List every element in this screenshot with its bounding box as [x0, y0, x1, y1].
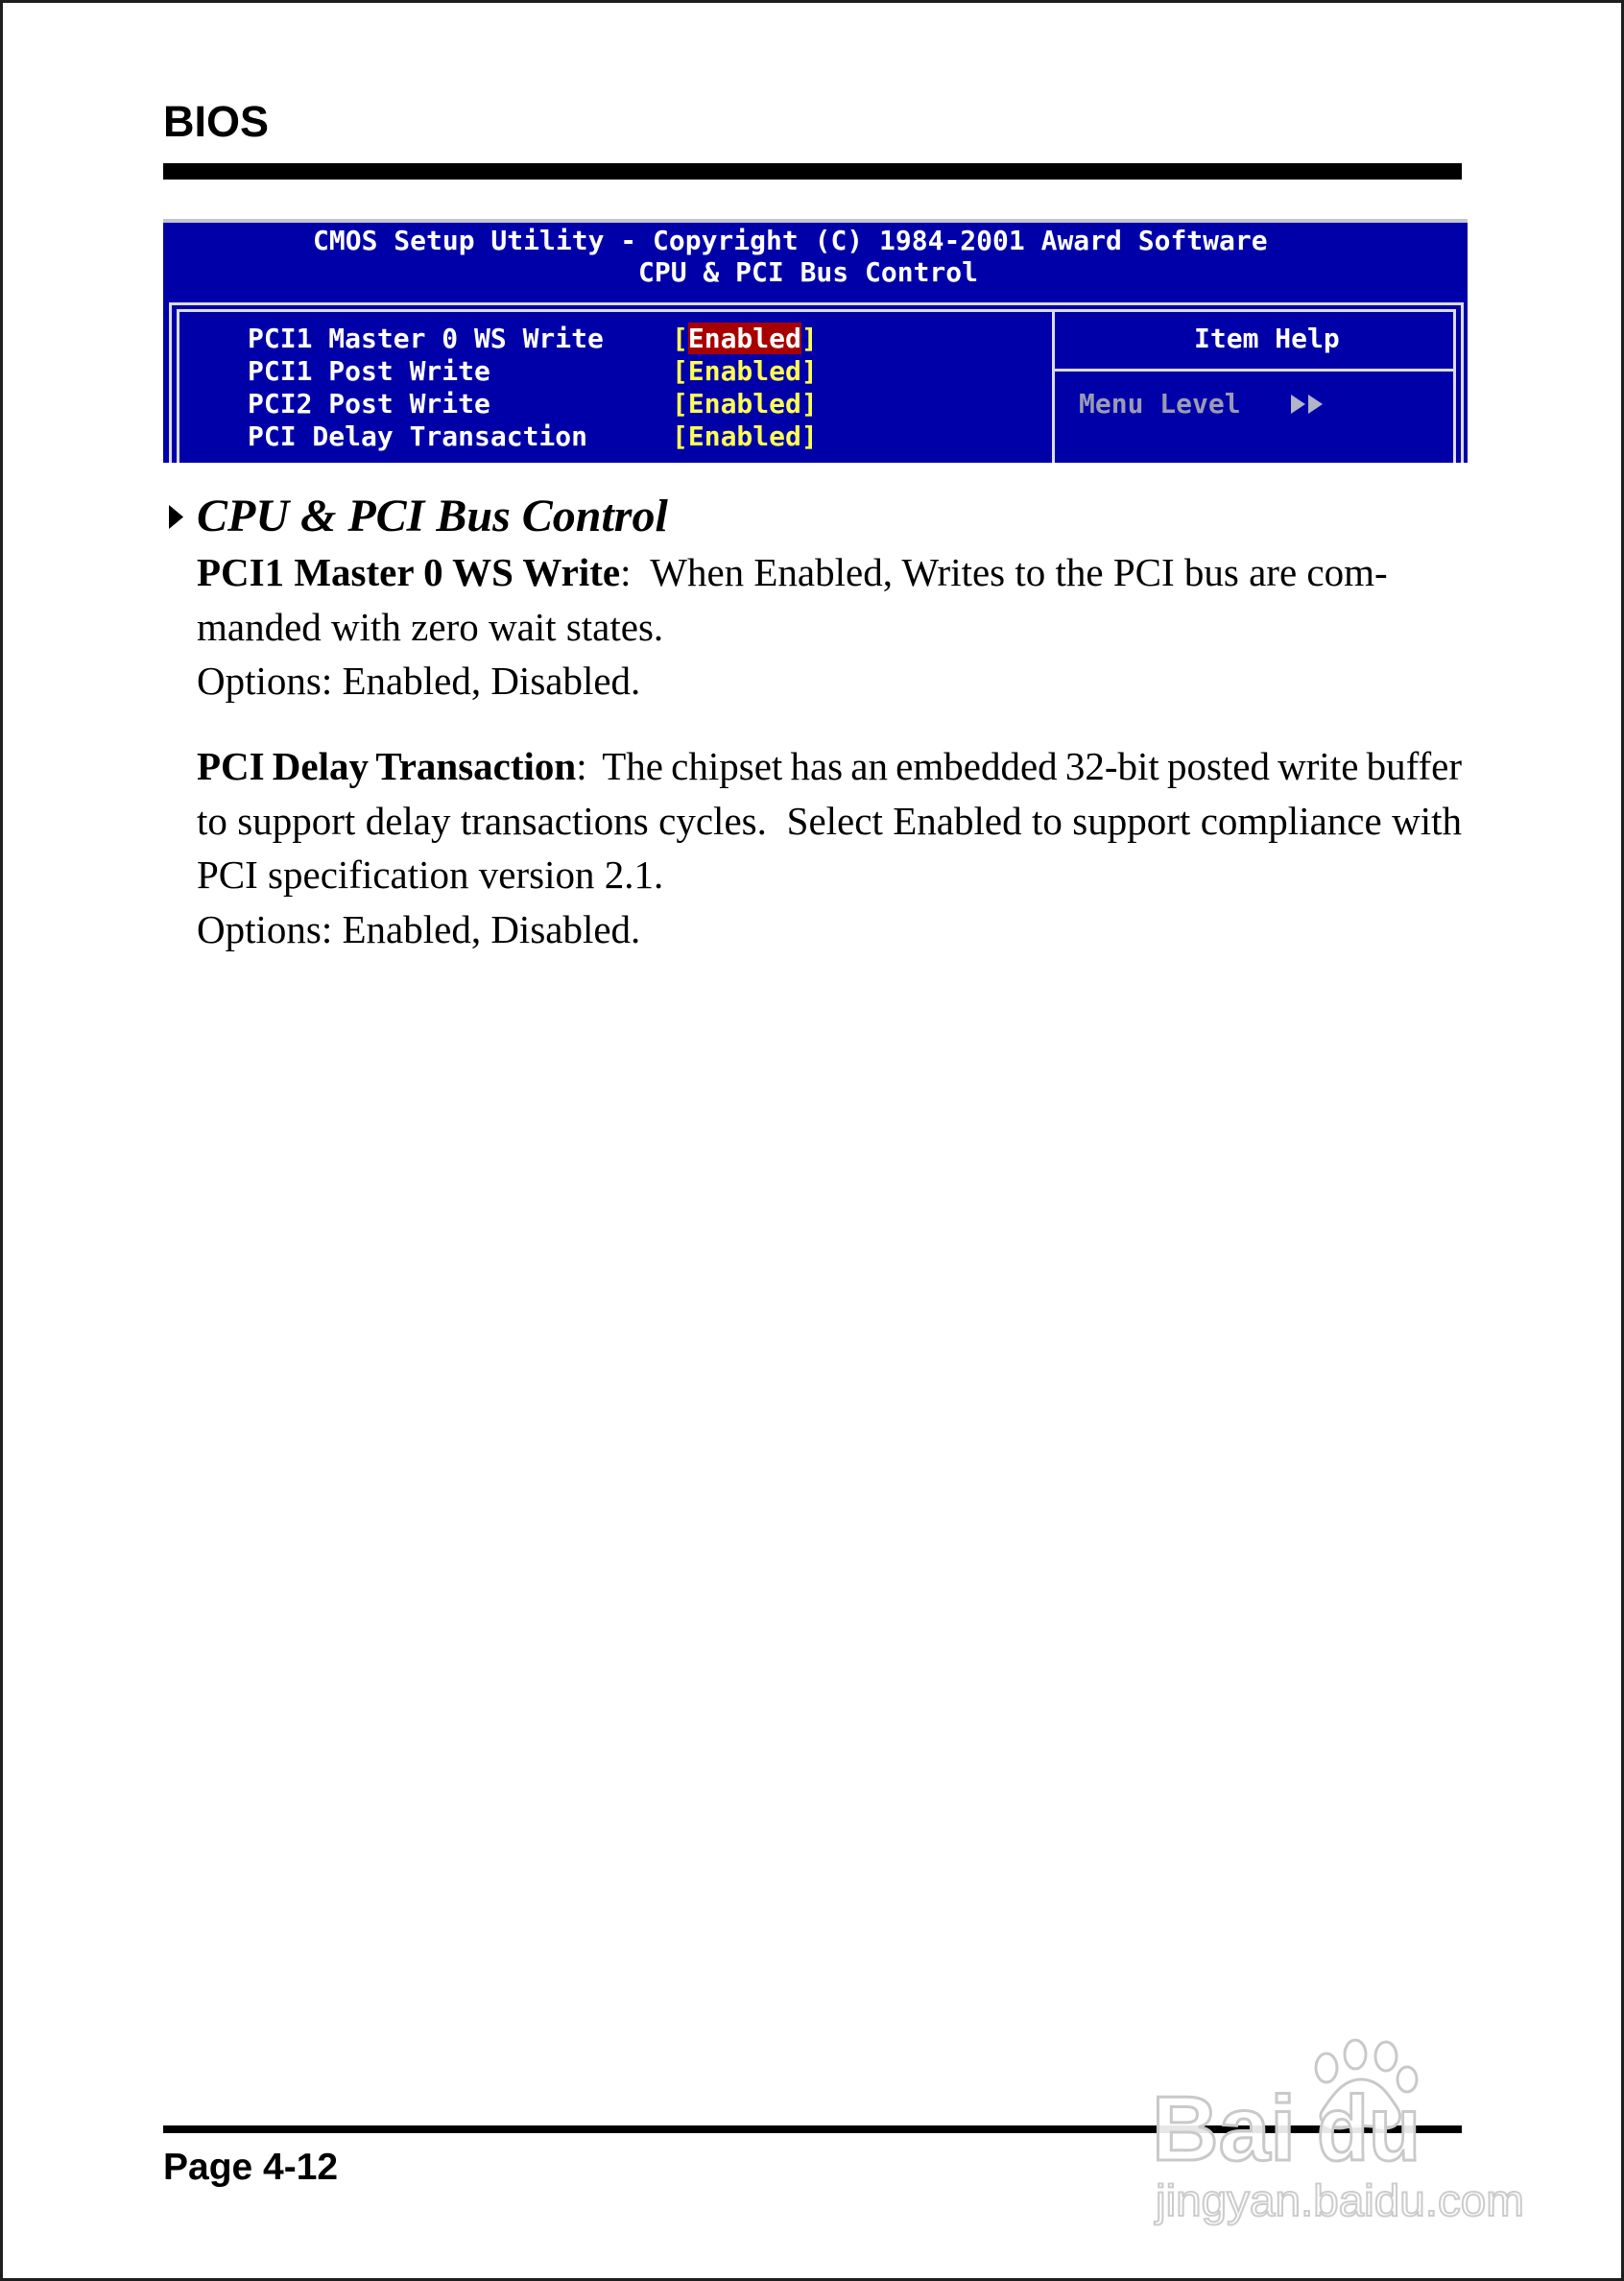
value-text: Enabled — [687, 420, 801, 452]
setting-value — [672, 355, 818, 388]
item-help-title: Item Help — [1194, 323, 1340, 354]
watermark-url: jingyan.baidu.com — [1153, 2175, 1524, 2225]
setting-label: PCI Delay Transaction — [248, 420, 588, 452]
baidu-watermark — [1142, 2035, 1536, 2237]
entry-text: : When Enabled, Writes to the PCI bus are com- — [620, 550, 1388, 594]
watermark-brand-bai: Bai — [1152, 2077, 1296, 2180]
bios-divider-vertical — [1052, 309, 1055, 463]
entry-line — [197, 545, 1462, 600]
bracket-open: [ — [672, 323, 688, 354]
setting-value — [672, 420, 818, 453]
value-text: Enabled — [687, 388, 801, 420]
entry-line — [197, 794, 1462, 849]
value-text: Enabled — [687, 355, 801, 387]
value-text: Enabled — [687, 323, 801, 354]
entry-term: PCI Delay Transaction — [197, 744, 577, 788]
setting-label: PCI1 Master 0 WS Write — [248, 323, 604, 354]
setting-row-pci1-post-write[interactable] — [248, 355, 843, 388]
watermark-brand-du: du — [1317, 2077, 1421, 2180]
entry-options: Options: Enabled, Disabled. — [197, 906, 641, 951]
page-number: Page 4-12 — [163, 2147, 339, 2188]
entry-options: Options: Enabled, Disabled. — [197, 659, 641, 703]
entry-line: PCI specification version 2.1. — [197, 852, 664, 897]
entry-line: manded with zero wait states. — [197, 604, 664, 649]
bracket-close: ] — [800, 420, 818, 452]
double-right-arrow-icon — [1291, 395, 1325, 414]
entry-pci-delay-transaction — [197, 739, 1462, 956]
menu-level-label: Menu Level — [1079, 388, 1241, 420]
bracket-open: [ — [672, 420, 688, 452]
bracket-close: ] — [800, 355, 818, 387]
setting-row-pci2-post-write[interactable] — [248, 388, 843, 420]
setting-value — [672, 388, 818, 420]
page-header-title: BIOS — [163, 97, 270, 146]
bios-title-line1: CMOS Setup Utility - Copyright (C) 1984-2001 Award Software — [313, 225, 1268, 256]
setting-value — [672, 323, 818, 355]
bios-title-line2: CPU & PCI Bus Control — [638, 256, 979, 288]
setting-label: PCI1 Post Write — [248, 355, 490, 387]
setting-label: PCI2 Post Write — [248, 388, 490, 420]
section-heading: CPU & PCI Bus Control — [197, 491, 668, 541]
setting-row-pci-delay-transaction[interactable] — [248, 420, 843, 453]
entry-line-content — [197, 744, 1462, 788]
header-rule — [163, 163, 1462, 180]
bracket-close: ] — [800, 388, 818, 420]
triangle-right-icon — [169, 505, 183, 529]
entry-text: : The chipset has an embedded 32-bit posted write buffer — [576, 744, 1462, 788]
bios-divider-horizontal — [1052, 369, 1456, 372]
bracket-open: [ — [672, 388, 688, 420]
bios-screenshot — [163, 219, 1468, 463]
bios-top-edge — [163, 219, 1468, 223]
setting-row-pci1-master-0-ws-write[interactable] — [248, 323, 843, 355]
entry-line — [197, 739, 1462, 794]
entry-term: PCI1 Master 0 WS Write — [197, 550, 621, 594]
bracket-open: [ — [672, 355, 688, 387]
entry-text: to support delay transactions cycles. Select Enabled to support compliance with — [197, 798, 1462, 843]
bracket-close: ] — [800, 323, 818, 354]
entry-pci1-master-0-ws-write — [197, 545, 1462, 708]
